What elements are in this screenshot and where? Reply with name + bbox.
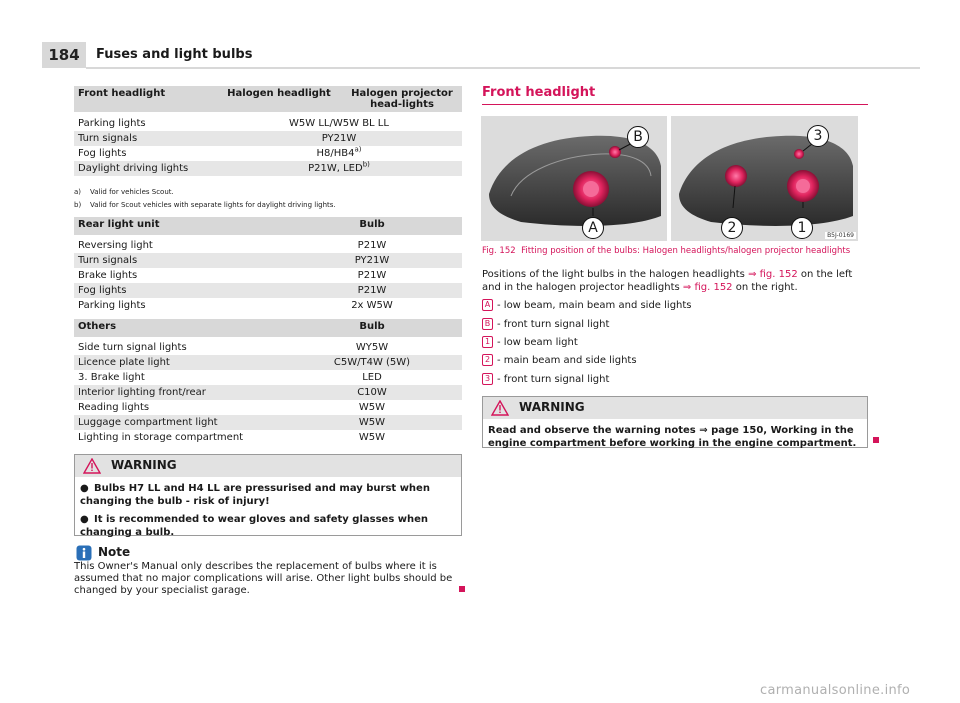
row-value: C10W — [282, 385, 462, 400]
section-rule — [482, 104, 868, 105]
position-badge: 2 — [482, 354, 493, 366]
position-badge: A — [482, 299, 493, 311]
table-row — [74, 116, 462, 131]
row-value: P21W — [357, 240, 387, 251]
callout-2: 2 — [721, 217, 743, 239]
list-item: 3 - front turn signal light — [482, 373, 609, 386]
table-row — [74, 238, 462, 253]
warning-header — [75, 455, 461, 477]
table-row — [74, 370, 462, 385]
warning-text: Read and observe the warning notes ⇒ page 150, Working in the engine compartment before working in the engine compartment. — [488, 425, 857, 449]
bulb-b — [609, 146, 621, 158]
row-label: Interior lighting front/rear — [74, 385, 282, 400]
page-reference-link[interactable]: ⇒ page 150, Working in the engine compartment — [488, 425, 854, 449]
bulb-3 — [794, 149, 804, 159]
row-label: Parking lights — [78, 300, 146, 311]
position-badge: 1 — [482, 336, 493, 348]
figure-caption: Fig. 152 Fitting position of the bulbs: Halogen headlights/halogen projector headlights — [482, 246, 851, 256]
row-value: 2x W5W — [351, 300, 393, 311]
row-value: W5W — [282, 415, 462, 430]
row-label: Parking lights — [78, 118, 146, 129]
callout-b: B — [627, 126, 649, 148]
row-value: P21W — [357, 270, 387, 281]
warning-triangle-icon — [83, 458, 101, 474]
warning-label: WARNING — [111, 458, 177, 472]
table-row — [74, 161, 462, 176]
rear-light-table — [74, 217, 462, 313]
row-label: Licence plate light — [74, 355, 282, 370]
row-label: Daylight driving lights — [74, 161, 216, 176]
callout-a: A — [582, 217, 604, 239]
watermark: carmanualsonline.info — [760, 683, 911, 698]
front-headlight-table — [74, 86, 462, 176]
header-rule — [86, 67, 920, 69]
table-row — [74, 400, 462, 415]
row-label: 3. Brake light — [78, 372, 145, 383]
row-label: Reading lights — [78, 402, 150, 413]
table-row — [74, 415, 462, 430]
warning-item: ● Bulbs H7 LL and H4 LL are pressurised and may burst when changing the bulb - risk of injury! — [80, 483, 430, 507]
row-value: LED — [362, 372, 382, 383]
row-label: Turn signals — [74, 131, 216, 146]
row-value: P21W, LED$^{b)}$ — [216, 161, 462, 176]
position-badge: B — [482, 318, 493, 330]
callout-3: 3 — [807, 125, 829, 147]
row-label: Luggage compartment light — [74, 415, 282, 430]
table-header: Front headlight — [74, 86, 216, 112]
figure-code: B5J-0169 — [827, 232, 854, 239]
list-item: 1 - low beam light — [482, 336, 578, 349]
table-row — [74, 146, 462, 161]
warning-item: ● It is recommended to wear gloves and safety glasses when changing a bulb. — [80, 514, 429, 538]
row-value: W5W — [358, 432, 386, 443]
info-icon — [76, 545, 92, 561]
table-row — [74, 283, 462, 298]
row-value: H8/HB4$^{a)}$ — [316, 145, 362, 159]
figure-reference-link[interactable]: ⇒ fig. 152 — [748, 269, 798, 280]
table-row — [74, 430, 462, 445]
table-row — [74, 340, 462, 355]
note-text: This Owner's Manual only describes the replacement of bulbs where it is assumed that no major complications will arise. Other light bulbs should be changed by your specialist garage. — [74, 561, 453, 596]
warning-triangle-icon — [491, 400, 509, 416]
row-value: PY21W — [282, 253, 462, 268]
row-label: Reversing light — [78, 240, 153, 251]
page-header-title: Fuses and light bulbs — [96, 47, 253, 62]
position-badge: 3 — [482, 373, 493, 385]
table-row — [74, 298, 462, 313]
section-title: Front headlight — [482, 85, 596, 100]
callout-1: 1 — [791, 217, 813, 239]
row-value: P21W — [282, 283, 462, 298]
positions-paragraph: Positions of the light bulbs in the halogen headlights ⇒ fig. 152 on the left and in the halogen projector headlights ⇒ fig. 152 on the right. — [482, 269, 853, 293]
end-of-section-marker — [459, 586, 465, 592]
row-label: Side turn signal lights — [78, 342, 187, 353]
page-number: 184 — [42, 42, 86, 68]
list-item: B - front turn signal light — [482, 318, 609, 331]
footnote: a) Valid for vehicles Scout. — [74, 188, 174, 196]
bullet-icon: ● — [80, 514, 89, 525]
row-value: W5W — [358, 402, 386, 413]
table-row — [74, 355, 462, 370]
row-label: Lighting in storage compartment — [78, 432, 244, 443]
row-label: Fog lights — [74, 283, 282, 298]
bullet-icon: ● — [80, 483, 89, 494]
others-table — [74, 319, 462, 445]
row-label: Fog lights — [78, 148, 127, 159]
warning-box-left — [74, 454, 462, 536]
table-row — [74, 131, 462, 146]
end-of-section-marker — [873, 437, 879, 443]
table-header: Others — [74, 319, 282, 337]
list-item: A - low beam, main beam and side lights — [482, 299, 692, 312]
footnote: b) Valid for Scout vehicles with separate lights for daylight driving lights. — [74, 201, 336, 209]
row-label: Turn signals — [74, 253, 282, 268]
table-row — [74, 268, 462, 283]
headlight-figure — [481, 116, 858, 241]
table-header: Bulb — [282, 319, 462, 337]
table-header: Bulb — [282, 217, 462, 235]
bulb-2 — [725, 165, 747, 187]
row-label: Brake lights — [78, 270, 138, 281]
warning-box-right — [482, 396, 868, 448]
row-value: C5W/T4W (5W) — [282, 355, 462, 370]
warning-header — [483, 397, 867, 419]
note-label: Note — [98, 545, 131, 559]
table-row — [74, 253, 462, 268]
list-item: 2 - main beam and side lights — [482, 354, 637, 367]
figure-reference-link[interactable]: ⇒ fig. 152 — [682, 282, 733, 293]
table-header: Rear light unit — [74, 217, 282, 235]
table-row — [74, 385, 462, 400]
warning-label: WARNING — [519, 400, 585, 414]
table-header: Halogen headlight — [216, 86, 342, 112]
table-header: Halogen projector head-lights — [342, 86, 462, 112]
row-value: WY5W — [355, 342, 389, 353]
row-value: W5W LL/W5W BL LL — [289, 118, 389, 129]
row-value: PY21W — [216, 131, 462, 146]
